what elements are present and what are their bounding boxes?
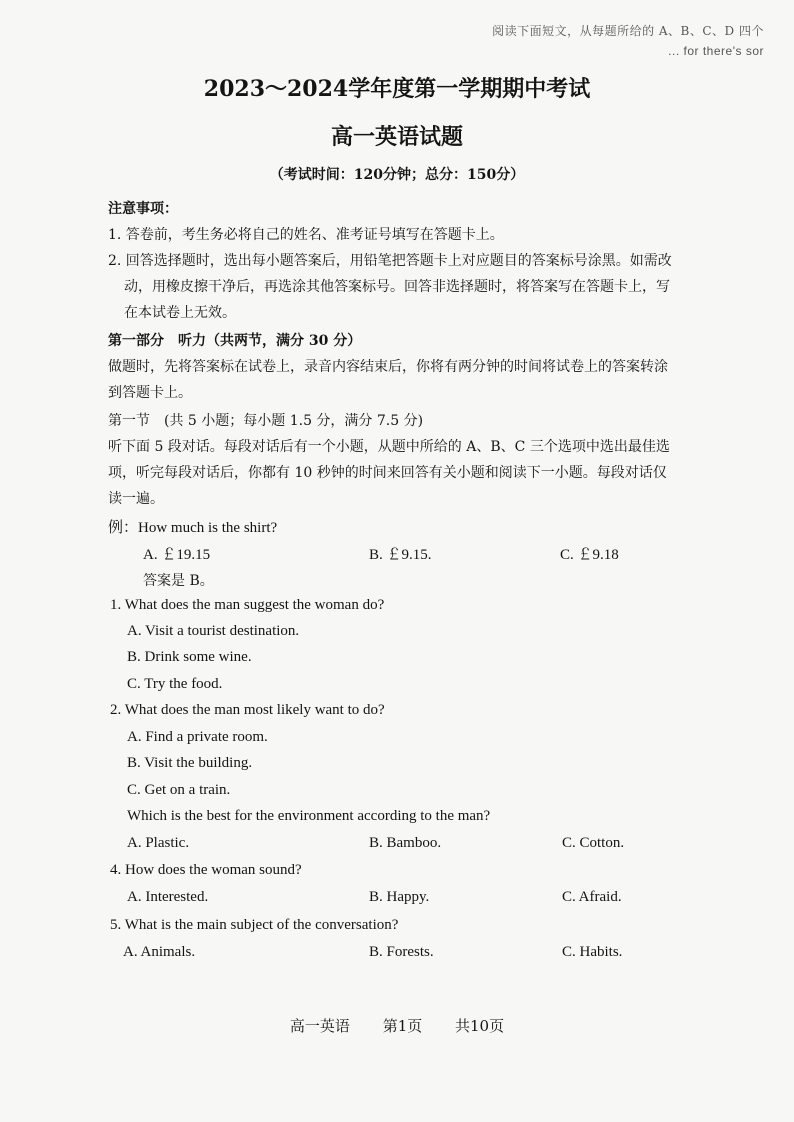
question-5-option-c: C. Habits. <box>562 944 623 960</box>
question-2-option-a: A. Find a private room. <box>127 729 268 745</box>
section1-instructions: 听下面 5 段对话。每段对话后有一个小题，从题中所给的 A、B、C 三个选项中选出最佳选 <box>108 439 670 455</box>
question-4-option-b: B. Happy. <box>369 889 430 905</box>
part1-heading: 第一部分 听力（共两节，满分 30 分） <box>108 333 362 349</box>
question-1: 1. What does the man suggest the woman do? <box>110 597 385 613</box>
question-1-option-a: A. Visit a tourist destination. <box>127 623 300 639</box>
footer-total-pages: 共10页 <box>455 1017 505 1035</box>
note-2-cont: 动，用橡皮擦干净后，再选涂其他答案标号。回答非选择题时，将答案写在答题卡上，写 <box>124 279 670 295</box>
question-2: 2. What does the man most likely want to do? <box>110 702 385 718</box>
question-3-option-a: A. Plastic. <box>127 835 190 851</box>
question-1-option-c: C. Try the food. <box>127 676 223 692</box>
section1-instructions: 项，听完每段对话后，你都有 10 秒钟的时间来回答有关小题和阅读下一小题。每段对话仅 <box>108 465 667 481</box>
question-3-option-c: C. Cotton. <box>562 835 625 851</box>
question-5: 5. What is the main subject of the conversation? <box>110 917 399 933</box>
question-3-option-b: B. Bamboo. <box>369 835 442 851</box>
exam-title: 2023～2024学年度第一学期期中考试 <box>203 76 591 102</box>
footer-page-number: 第1页 <box>382 1017 423 1035</box>
question-5-option-b: B. Forests. <box>369 944 434 960</box>
exam-time-score: （考试时间：120分钟；总分：150分） <box>269 167 525 183</box>
question-1-option-b: B. Drink some wine. <box>127 649 252 665</box>
part1-intro: 做题时，先将答案标在试卷上，录音内容结束后，你将有两分钟的时间将试卷上的答案转涂 <box>108 359 668 375</box>
question-2-option-c: C. Get on a train. <box>127 782 231 798</box>
section1-heading: 第一节 (共 5 小题；每小题 1.5 分，满分 7.5 分) <box>108 413 424 429</box>
footer-subject: 高一英语 <box>289 1017 350 1035</box>
page-footer <box>0 1015 794 1036</box>
question-3: Which is the best for the environment according to the man? <box>127 808 491 824</box>
bleed-through-text: ... for there's sor <box>668 44 764 58</box>
section1-instructions: 读一遍。 <box>108 491 164 507</box>
example-option-b: B. ￡9.15. <box>369 547 432 563</box>
note-1: 1. 答卷前，考生务必将自己的姓名、准考证号填写在答题卡上。 <box>108 227 504 243</box>
example-option-c: C. ￡9.18 <box>560 547 619 563</box>
example-option-a: A. ￡19.15 <box>143 547 211 563</box>
question-2-option-b: B. Visit the building. <box>127 755 253 771</box>
note-2-cont: 在本试卷上无效。 <box>124 305 236 321</box>
example-question: 例：How much is the shirt? <box>108 520 278 536</box>
example-answer: 答案是 B。 <box>143 573 214 589</box>
question-4-option-a: A. Interested. <box>127 889 209 905</box>
part1-intro: 到答题卡上。 <box>108 385 192 401</box>
note-2: 2. 回答选择题时，选出每小题答案后，用铅笔把答题卡上对应题目的答案标号涂黑。如需改 <box>108 253 672 269</box>
question-4: 4. How does the woman sound? <box>110 862 302 878</box>
exam-subtitle: 高一英语试题 <box>330 124 463 150</box>
question-4-option-c: C. Afraid. <box>562 889 622 905</box>
bleed-through-text: 阅读下面短文，从每题所给的 A、B、C、D 四个 <box>492 24 764 38</box>
notes-heading: 注意事项： <box>108 201 178 217</box>
question-5-option-a: A. Animals. <box>123 944 196 960</box>
